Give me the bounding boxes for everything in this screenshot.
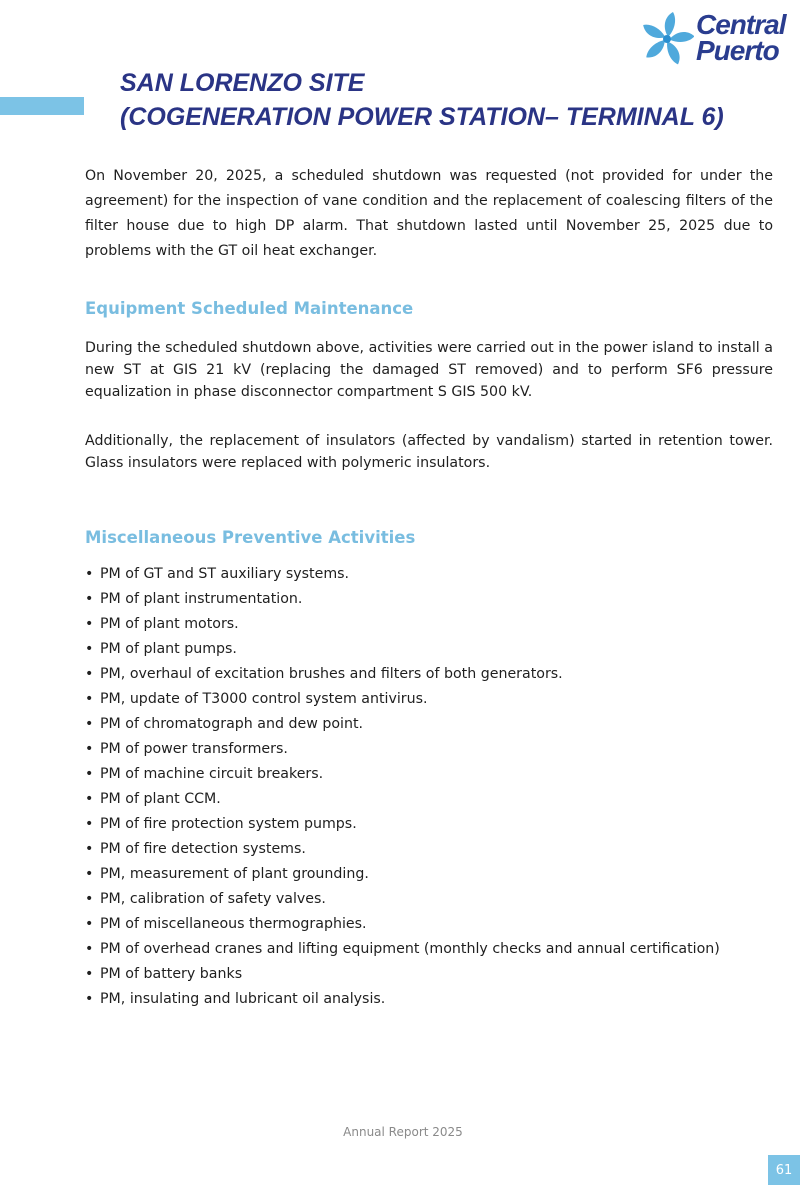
list-item: • PM of miscellaneous thermographies. [85, 913, 730, 935]
page-title-line1: SAN LORENZO SITE [120, 69, 365, 97]
brand-wordmark [696, 9, 786, 66]
list-item: • PM, calibration of safety valves. [85, 888, 730, 910]
list-item: • PM, insulating and lubricant oil analysis. [85, 988, 730, 1010]
list-item: • PM of plant instrumentation. [85, 588, 730, 610]
list-item: • PM, update of T3000 control system antivirus. [85, 688, 730, 710]
list-item: • PM of plant pumps. [85, 638, 730, 660]
list-item: • PM of fire protection system pumps. [85, 813, 730, 835]
list-item: • PM of plant CCM. [85, 788, 730, 810]
brand-logo [640, 8, 805, 70]
list-item: • PM of fire detection systems. [85, 838, 730, 860]
list-item: • PM of power transformers. [85, 738, 730, 760]
page-title [120, 66, 724, 134]
list-item: • PM of plant motors. [85, 613, 730, 635]
intro-paragraph: On November 20, 2025, a scheduled shutdown was requested (not provided for under the agreement) for the inspection of vane condition and the replacement of coalescing filters of the filter house due to high DP alarm. That shutdown lasted until November 25, 2025 due to problems with the GT oil heat exchanger. [85, 168, 773, 259]
list-item: • PM of overhead cranes and lifting equipment (monthly checks and annual certification) [85, 938, 730, 960]
preventive-activities-heading: Miscellaneous Preventive Activities [85, 528, 416, 547]
list-item: • PM of chromatograph and dew point. [85, 713, 730, 735]
list-item: • PM of machine circuit breakers. [85, 763, 730, 785]
list-item: • PM of GT and ST auxiliary systems. [85, 563, 730, 585]
insulators-paragraph: Additionally, the replacement of insulators (affected by vandalism) started in retention tower. Glass insulators were replaced with polymeric insulators. [85, 433, 773, 471]
footer-label: Annual Report 2025 [343, 1125, 463, 1139]
page-title-line2: (COGENERATION POWER STATION– TERMINAL 6) [120, 103, 724, 131]
brand-name-line2: Puerto [696, 35, 779, 66]
accent-bar [0, 97, 84, 115]
brand-name-line1: Central [696, 9, 786, 40]
preventive-activities-list [85, 563, 730, 1013]
list-item: • PM, overhaul of excitation brushes and filters of both generators. [85, 663, 730, 685]
list-item: • PM, measurement of plant grounding. [85, 863, 730, 885]
equipment-maintenance-paragraph: During the scheduled shutdown above, activities were carried out in the power island to install a new ST at GIS 21 kV (replacing the damaged ST removed) and to perform SF6 pressure equalization in phase disconnector compartment S GIS 500 kV. [85, 340, 773, 400]
page-number: 61 [768, 1155, 800, 1185]
list-item: • PM of battery banks [85, 963, 730, 985]
equipment-maintenance-heading: Equipment Scheduled Maintenance [85, 299, 414, 318]
turbine-logo-icon [640, 10, 694, 68]
